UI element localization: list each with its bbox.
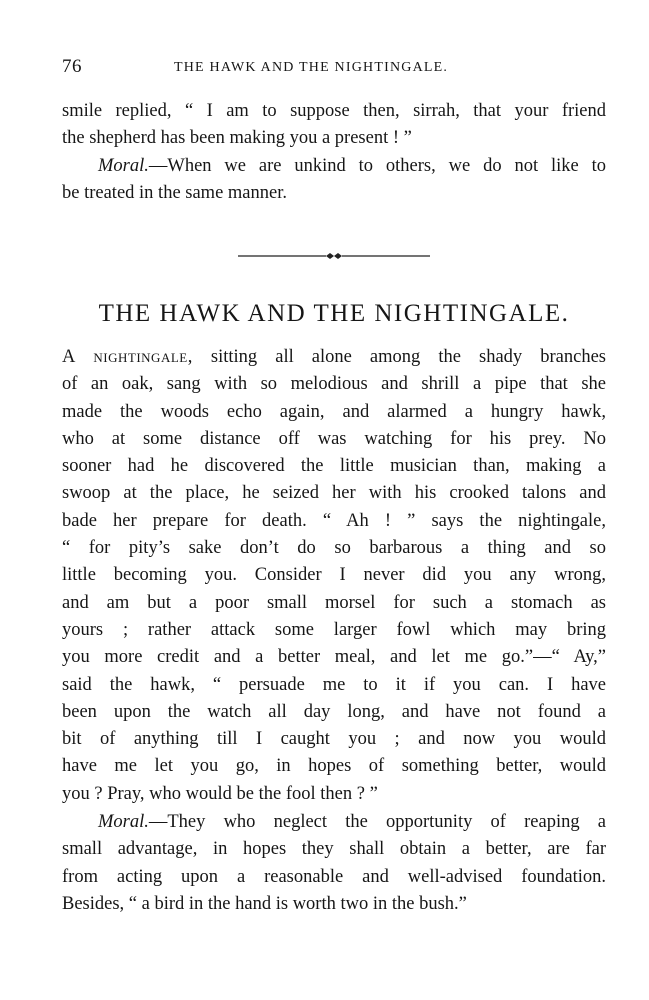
moral-text: —When we are unkind to others, we do not like to <box>148 156 606 176</box>
text-line: bade her prepare for death. “ Ah ! ” says the nightingale, <box>62 510 606 531</box>
text-line: and am but a poor small morsel for such a stomach as <box>62 592 606 613</box>
story-body <box>62 344 606 808</box>
text-line: said the hawk, “ persuade me to it if you can. I have <box>62 674 606 695</box>
previous-story-moral <box>62 153 606 208</box>
text-line: of an oak, sang with so melodious and shrill a pipe that she <box>62 374 606 395</box>
text-line: you more credit and a better meal, and let me go.”—“ Ay,” <box>62 647 606 668</box>
text-line: little becoming you. Consider I never did you any wrong, <box>62 565 606 586</box>
text-line: Besides, “ a bird in the hand is worth two in the bush.” <box>62 893 467 914</box>
text-line: made the woods echo again, and alarmed a hungry hawk, <box>62 401 606 422</box>
running-head <box>60 56 606 82</box>
story-title: THE HAWK AND THE NIGHTINGALE. <box>98 300 570 327</box>
text-line: small advantage, in hopes they shall obtain a better, are far <box>62 839 606 860</box>
moral-label: Moral. <box>98 812 149 832</box>
text-line: you ? Pray, who would be the fool then ? ” <box>62 783 378 804</box>
opening-smallcaps: A nightingale, <box>62 347 193 367</box>
text-line: sooner had he discovered the little musician than, making a <box>62 456 606 477</box>
text-line: been upon the watch all day long, and have not found a <box>62 701 606 722</box>
moral-text: —They who neglect the opportunity of reaping a <box>148 812 606 832</box>
text-line: the shepherd has been making you a present ! ” <box>62 128 412 149</box>
previous-story-ending <box>62 98 606 153</box>
text-line <box>62 344 606 371</box>
text-line: “ for pity’s sake don’t do so barbarous a thing and so <box>62 538 606 559</box>
page-number: 76 <box>62 56 82 77</box>
running-title: THE HAWK AND THE NIGHTINGALE. <box>174 60 449 75</box>
text-line: be treated in the same manner. <box>62 183 287 204</box>
text-line: yours ; rather attack some larger fowl which may bring <box>62 619 606 640</box>
text-line: swoop at the place, he seized her with his crooked talons and <box>62 483 606 504</box>
opening-text: sitting all alone among the shady branches <box>192 347 606 367</box>
text-line: who at some distance off was watching for his prey. No <box>62 428 606 449</box>
moral-label: Moral. <box>98 156 149 176</box>
text-line: bit of anything till I caught you ; and now you would <box>62 729 606 750</box>
story-moral <box>62 809 606 918</box>
text-line: have me let you go, in hopes of something better, would <box>62 756 606 777</box>
text-line <box>62 153 606 180</box>
text-line: from acting upon a reasonable and well-advised foundation. <box>62 866 606 887</box>
section-divider-ornament <box>238 250 430 262</box>
text-line <box>62 809 606 836</box>
text-line: smile replied, “ I am to suppose then, sirrah, that your friend <box>62 101 606 121</box>
